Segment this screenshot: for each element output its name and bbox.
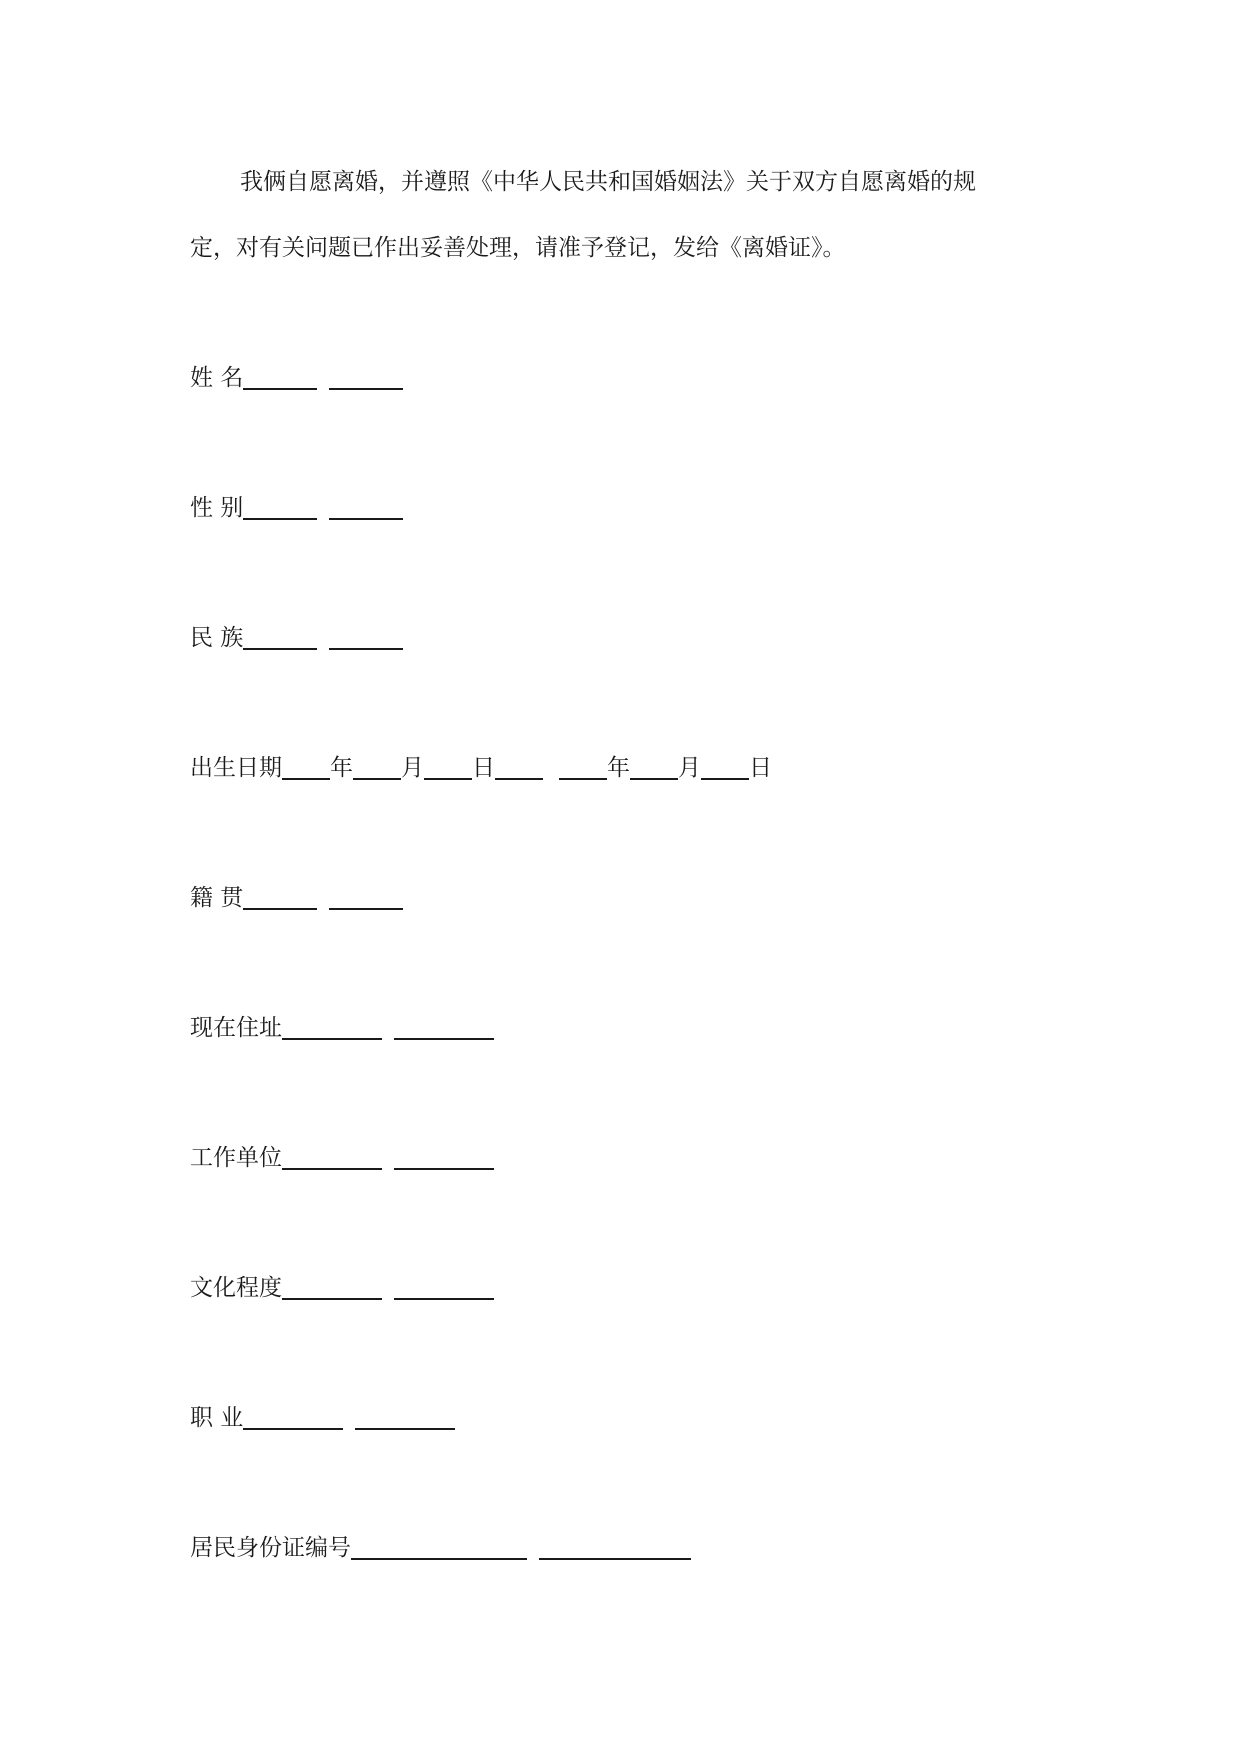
birth-trailing-blank — [495, 778, 543, 780]
birthdate-label: 出生日期 — [190, 755, 282, 781]
declaration-line-2: 定，对有关问题已作出妥善处理，请准予登记，发给《离婚证》。 — [190, 235, 846, 261]
field-education — [190, 1270, 494, 1304]
occupation-blank-2 — [355, 1428, 455, 1430]
ethnicity-blank-2 — [329, 648, 403, 650]
year-unit-2: 年 — [607, 755, 630, 781]
native-place-blank-1 — [243, 908, 317, 910]
field-ethnicity — [190, 620, 403, 654]
gender-label: 性 别 — [190, 495, 244, 521]
education-blank-1 — [282, 1298, 382, 1300]
field-workplace — [190, 1140, 494, 1174]
native-place-blank-2 — [329, 908, 403, 910]
field-address — [190, 1010, 494, 1044]
year-unit-1: 年 — [330, 755, 353, 781]
education-blank-2 — [394, 1298, 494, 1300]
workplace-label: 工作单位 — [190, 1145, 282, 1171]
field-name — [190, 360, 403, 394]
name-label: 姓 名 — [190, 365, 244, 391]
month-unit-1: 月 — [401, 755, 424, 781]
address-label: 现在住址 — [190, 1015, 282, 1041]
field-id-number — [190, 1530, 691, 1564]
month-unit-2: 月 — [678, 755, 701, 781]
field-birthdate — [190, 750, 772, 784]
declaration-line-1: 我俩自愿离婚，并遵照《中华人民共和国婚姻法》关于双方自愿离婚的规 — [240, 169, 976, 195]
education-label: 文化程度 — [190, 1275, 282, 1301]
id-number-label: 居民身份证编号 — [190, 1535, 351, 1561]
birth-month-blank-1 — [353, 778, 401, 780]
address-blank-2 — [394, 1038, 494, 1040]
native-place-label: 籍 贯 — [190, 885, 244, 911]
ethnicity-blank-1 — [243, 648, 317, 650]
id-number-blank-2 — [539, 1558, 691, 1560]
field-native-place — [190, 880, 403, 914]
birth-month-blank-2 — [630, 778, 678, 780]
field-occupation — [190, 1400, 455, 1434]
birth-year-blank-1 — [282, 778, 330, 780]
name-blank-2 — [329, 388, 403, 390]
birth-year-blank-2 — [559, 778, 607, 780]
name-blank-1 — [243, 388, 317, 390]
address-blank-1 — [282, 1038, 382, 1040]
occupation-blank-1 — [243, 1428, 343, 1430]
field-gender — [190, 490, 403, 524]
id-number-blank-1 — [351, 1558, 527, 1560]
ethnicity-label: 民 族 — [190, 625, 244, 651]
birth-day-blank-2 — [701, 778, 749, 780]
gender-blank-2 — [329, 518, 403, 520]
occupation-label: 职 业 — [190, 1405, 244, 1431]
day-unit-1: 日 — [472, 755, 495, 781]
workplace-blank-1 — [282, 1168, 382, 1170]
day-unit-2: 日 — [749, 755, 772, 781]
workplace-blank-2 — [394, 1168, 494, 1170]
birth-day-blank-1 — [424, 778, 472, 780]
gender-blank-1 — [243, 518, 317, 520]
